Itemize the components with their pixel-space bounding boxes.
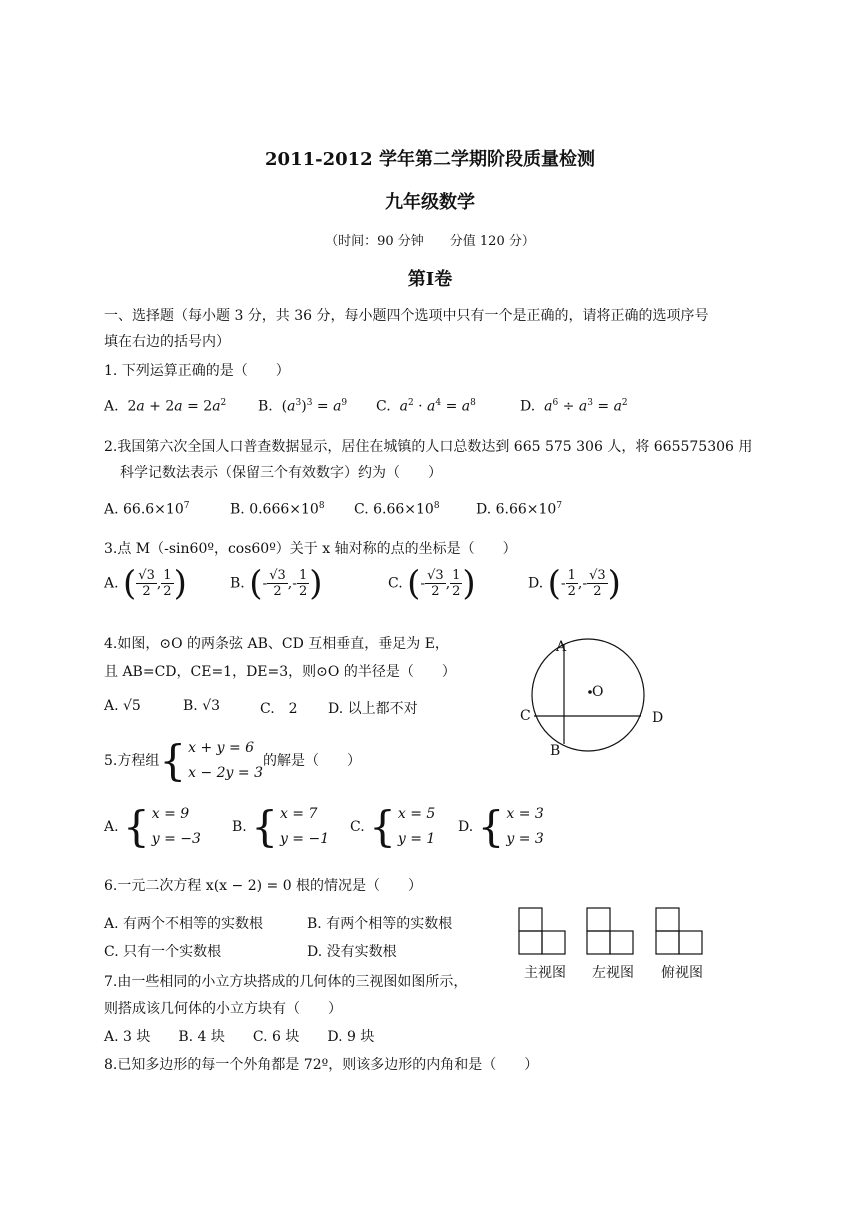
q1-option-d: D. $a^6 \div a^3 = a^2$ [520,398,628,415]
front-view-shape [519,908,565,954]
q5-option-b: B. { x = 7 y = −1 [232,802,330,851]
q2-option-b: B. $0.666\times 10^8$ [230,501,325,518]
q1-option-a: A. $2a + 2a = 2a^2$ [104,398,227,415]
part-intro-line1: 一、选择题（每小题 3 分，共 36 分，每小题四个选项中只有一个是正确的，请将正确的选项序号 [104,308,709,324]
figure-label-b: B [550,743,561,759]
view-label-left: 左视图 [592,965,634,981]
section-title: 第Ⅰ卷 [407,269,453,290]
q4-option-b: B. √3 [183,698,221,714]
part-intro-line2: 填在右边的括号内） [104,334,230,350]
q3-option-d: D. (- $\frac{1}{2}$ ,- $\frac{√3}{2}$ ) [528,563,621,604]
view-label-top: 俯视图 [661,965,703,981]
exam-meta: （时间：90 分钟 分值 120 分） [325,234,535,249]
figure-label-d: D [652,710,664,726]
q5-option-d: D. { x = 3 y = 3 [458,802,544,851]
q4-stem-line2: 且 AB=CD，CE=1，DE=3，则⊙O 的半径是（ ） [104,664,456,680]
q3-option-a: A. ( $\frac{√3}{2}$ , $\frac{1}{2}$ ) [104,563,187,604]
q2-stem-line1: 2.我国第六次全国人口普查数据显示，居住在城镇的人口总数达到 665 575 306 人，将 665575306 用 [104,439,753,455]
circle-o [532,639,644,751]
figure-label-a: A [556,639,567,655]
three-views-figure [515,905,715,955]
q6-option-d: D. 没有实数根 [307,944,397,960]
q4-option-d: D. 以上都不对 [328,701,418,717]
exam-title: 2011-2012 学年第二学期阶段质量检测 [265,149,595,170]
q1-option-c: C. $a^2 \cdot a^4 = a^8$ [376,398,476,415]
q4-option-c: C. 2 [260,701,298,717]
q4-stem-line1: 4.如图，⊙O 的两条弦 AB、CD 互相垂直，垂足为 E， [104,636,449,652]
q2-option-c: C. $6.66\times 10^8$ [354,501,440,518]
view-label-front: 主视图 [524,965,566,981]
q4-option-a: A. √5 [104,698,141,714]
figure-label-o: O [592,684,604,700]
exam-subtitle: 九年级数学 [385,192,475,213]
q3-option-b: B. (- $\frac{√3}{2}$ ,- $\frac{1}{2}$ ) [230,563,323,604]
q1-option-b: B. $(a^3)^3 = a^9$ [258,398,348,415]
q5-option-a: A. { x = 9 y = −3 [104,802,201,851]
q5-stem: 5.方程组 { x + y = 6 x − 2y = 3 的解是（ ） [104,736,361,785]
q6-option-a: A. 有两个不相等的实数根 [104,916,264,932]
figure-label-c: C [520,708,531,724]
q3-stem: 3.点 M（-sin60º，cos60º）关于 x 轴对称的点的坐标是（ ） [104,541,517,557]
q2-stem-line2: 科学记数法表示（保留三个有效数字）约为（ ） [120,465,442,481]
q6-option-c: C. 只有一个实数根 [104,944,222,960]
q6-stem: 6.一元二次方程 x(x − 2) = 0 根的情况是（ ） [104,878,423,894]
q5-option-c: C. { x = 5 y = 1 [350,802,436,851]
q1-stem: 1. 下列运算正确的是（ ） [104,363,290,379]
q7-stem-line1: 7.由一些相同的小立方块搭成的几何体的三视图如图所示， [104,974,468,990]
q2-option-d: D. $6.66\times 10^7$ [476,501,563,518]
q7-options: A. 3 块 B. 4 块 C. 6 块 D. 9 块 [104,1029,375,1045]
q6-option-b: B. 有两个相等的实数根 [307,916,453,932]
left-view-shape [587,908,633,954]
q8-stem: 8.已知多边形的每一个外角都是 72º，则该多边形的内角和是（ ） [104,1057,539,1073]
q7-stem-line2: 则搭成该几何体的小立方块有（ ） [104,1001,342,1017]
q3-option-c: C. (- $\frac{√3}{2}$ , $\frac{1}{2}$ ) [388,563,476,604]
top-view-shape [656,908,702,954]
q2-option-a: A. $66.6\times 10^7$ [104,501,190,518]
